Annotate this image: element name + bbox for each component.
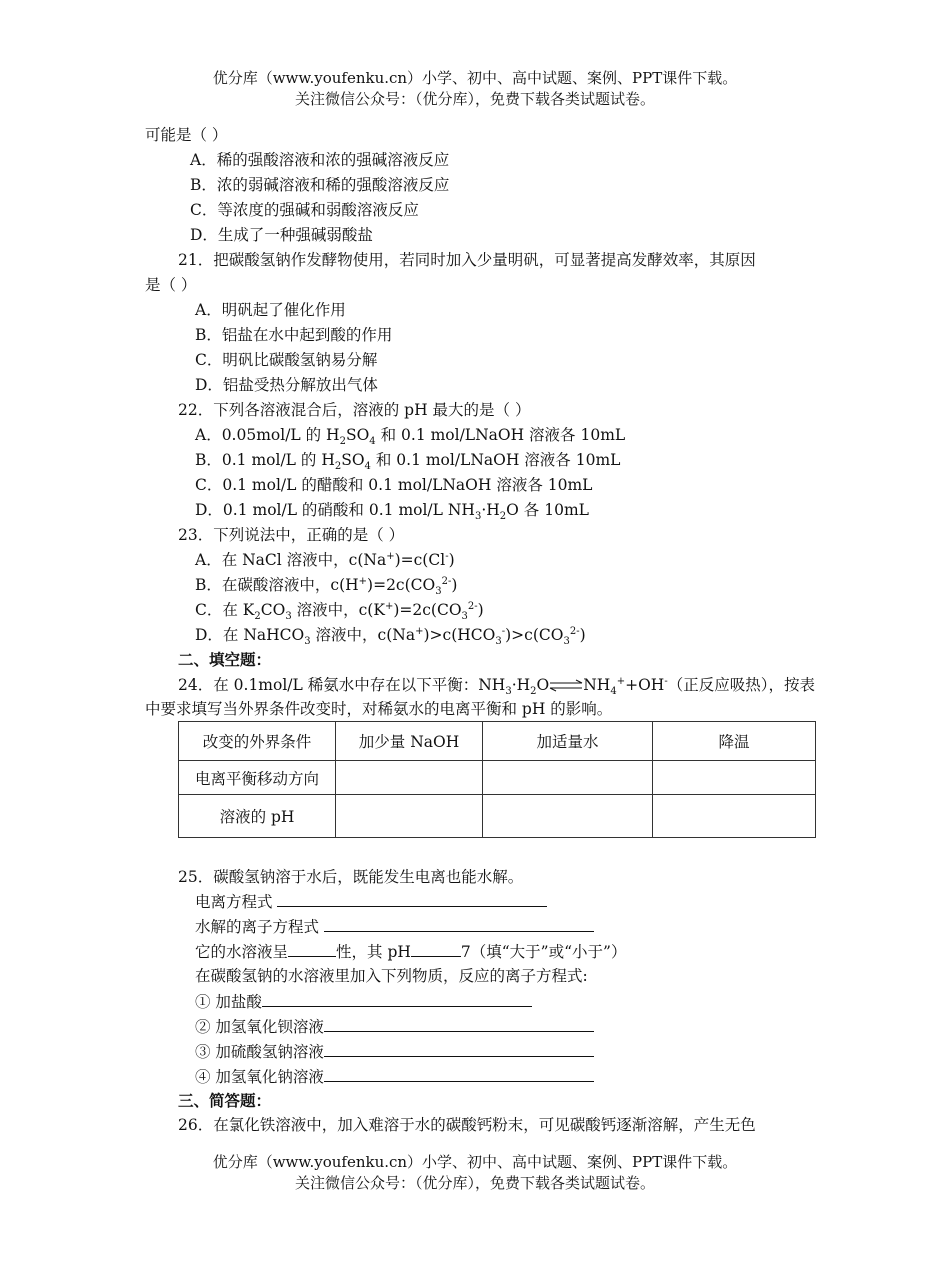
q21-stem: 21．把碳酸氢钠作发酵物使用，若同时加入少量明矾，可显著提高发酵效率，其原因 [178, 251, 756, 269]
table-cell-blank [483, 795, 653, 838]
answer-blank [324, 915, 594, 932]
answer-blank [277, 890, 547, 907]
q23-stem: 23．下列说法中，正确的是（ ） [178, 526, 405, 544]
q21-option-c: C．明矾比碳酸氢钠易分解 [195, 351, 378, 369]
answer-blank [324, 1040, 594, 1057]
q20-option-a: A．稀的强酸溶液和浓的强碱溶液反应 [190, 151, 450, 169]
q20-continuation: 可能是（ ） [145, 126, 228, 144]
q21-option-b: B．铝盐在水中起到酸的作用 [195, 326, 393, 344]
q25-item-1: ① 加盐酸 [195, 990, 532, 1013]
q26-stem: 26．在氯化铁溶液中，加入难溶于水的碳酸钙粉末，可见碳酸钙逐渐溶解，产生无色 [178, 1116, 756, 1134]
footer-line-1: 优分库（www.youfenku.cn）小学、初中、高中试题、案例、PPT课件下载。 [212, 1153, 738, 1171]
q24-table [178, 721, 816, 838]
table-header-cell: 改变的外界条件 [179, 722, 336, 761]
table-cell-blank [483, 761, 653, 795]
q23-option-d: D．在 NaHCO$_3$ 溶液中，$c(Na^+)>c(HCO_3^-)>c(CO_3^{2-})$ [195, 625, 586, 648]
q21-option-d: D．铝盐受热分解放出气体 [195, 376, 378, 394]
q25-item-2: ② 加氢氧化钡溶液 [195, 1015, 594, 1038]
table-cell-blank [653, 795, 816, 838]
q25-intro: 在碳酸氢钠的水溶液里加入下列物质，反应的离子方程式: [195, 967, 588, 985]
table-cell-blank [336, 761, 483, 795]
q25-ionization-line: 电离方程式 [195, 890, 547, 913]
table-row-label: 电离平衡移动方向 [179, 761, 336, 795]
section-fill-in-title: 二、填空题： [178, 650, 272, 669]
q24-stem: 24．在 0.1mol/L 稀氨水中存在以下平衡：$NH_3\cdot H_2O$ $NH_4^++OH^-$（正反应吸热），按表 [178, 675, 815, 698]
q25-property-line: 它的水溶液呈 性，其 pH 7（填“大于”或“小于”） [195, 940, 626, 963]
q20-option-c: C．等浓度的强碱和弱酸溶液反应 [190, 201, 419, 219]
answer-blank [288, 940, 336, 957]
table-row-label: 溶液的 pH [179, 795, 336, 838]
q20-option-b: B．浓的弱碱溶液和稀的强酸溶液反应 [190, 176, 450, 194]
section-short-answer-title: 三、简答题： [178, 1091, 272, 1110]
q22-stem: 22．下列各溶液混合后，溶液的 pH 最大的是（ ） [178, 401, 531, 419]
header-line-2: 关注微信公众号：（优分库），免费下载各类试题试卷。 [294, 90, 655, 108]
table-row [179, 795, 816, 838]
q25-hydrolysis-line: 水解的离子方程式 [195, 915, 594, 938]
answer-blank [324, 1065, 594, 1082]
table-header-cell: 加少量 NaOH [336, 722, 483, 761]
q22-option-a: A．0.05mol/L 的 $H_2SO_4$ 和 0.1 mol/LNaOH 溶液各 10mL [195, 426, 626, 448]
q22-option-c: C．0.1 mol/L 的醋酸和 0.1 mol/LNaOH 溶液各 10mL [195, 476, 593, 494]
table-cell-blank [653, 761, 816, 795]
table-header-cell: 加适量水 [483, 722, 653, 761]
q25-item-4: ④ 加氢氧化钠溶液 [195, 1065, 594, 1088]
header-line-1: 优分库（www.youfenku.cn）小学、初中、高中试题、案例、PPT课件下载。 [212, 69, 738, 87]
answer-blank [262, 990, 532, 1007]
footer-line-2: 关注微信公众号：（优分库），免费下载各类试题试卷。 [294, 1174, 655, 1192]
q21-option-a: A．明矾起了催化作用 [195, 301, 346, 319]
q20-option-d: D．生成了一种强碱弱酸盐 [190, 226, 373, 244]
answer-blank [324, 1015, 594, 1032]
q23-option-a: A．在 NaCl 溶液中，c(Na+)=c(Cl-) [195, 550, 455, 569]
answer-blank [411, 940, 461, 957]
q23-option-c: C．在 $K_2CO_3$ 溶液中，$c(K^+)=2c(CO_3^{2-})$ [195, 600, 484, 623]
page-header [0, 68, 950, 110]
q23-option-b: B．在碳酸溶液中，$c(H^+)=2c(CO_3^{2-})$ [195, 575, 458, 598]
table-header-cell: 降温 [653, 722, 816, 761]
table-row [179, 761, 816, 795]
q25-stem: 25．碳酸氢钠溶于水后，既能发生电离也能水解。 [178, 868, 524, 886]
q21-stem-cont: 是（ ） [145, 276, 197, 294]
q22-option-d: D．0.1 mol/L 的硝酸和 0.1 mol/L $NH_3\cdot H_2O$ 各 10mL [195, 501, 589, 523]
page-footer [0, 1152, 950, 1194]
equilibrium-arrow-icon [549, 679, 583, 693]
q25-item-3: ③ 加硫酸氢钠溶液 [195, 1040, 594, 1063]
q24-stem-cont: 中要求填写当外界条件改变时，对稀氨水的电离平衡和 pH 的影响。 [145, 700, 613, 718]
q22-option-b: B．0.1 mol/L 的 $H_2SO_4$ 和 0.1 mol/LNaOH 溶液各 10mL [195, 451, 621, 473]
table-header-row [179, 722, 816, 761]
table-cell-blank [336, 795, 483, 838]
